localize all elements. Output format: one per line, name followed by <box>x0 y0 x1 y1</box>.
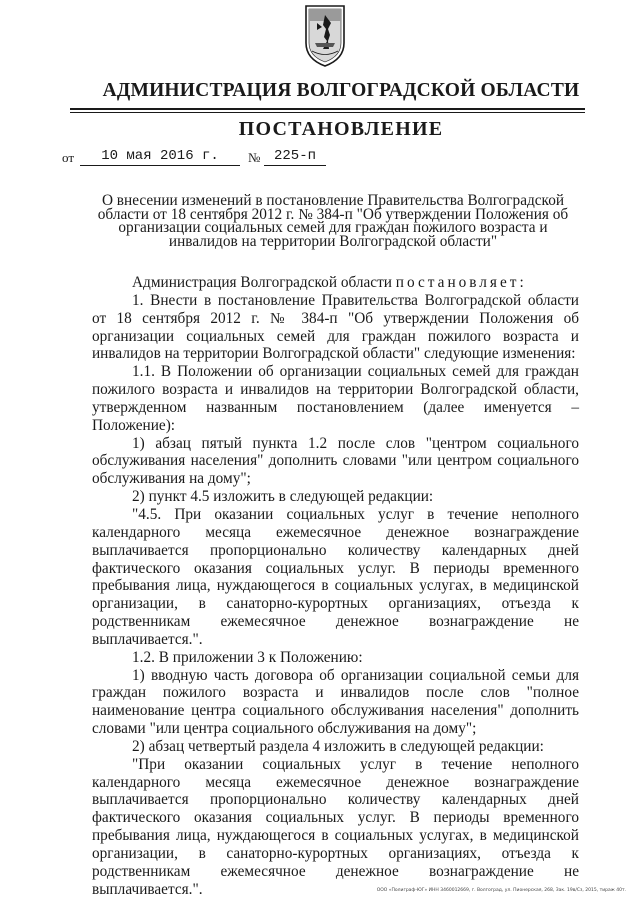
document-type-title: ПОСТАНОВЛЕНИЕ <box>238 118 444 140</box>
body-paragraph: "При оказании социальных услуг в течение неполного календарного месяца ежемесячное денежное вознаграждение выплачивается пропорционально количеству календарных дней фактического оказания социальных услуг. В периоды временного пребывания лица, нуждающегося в социальных услугах, в медицинской организации, в санаторно-курортных организациях, отъезда к родственникам ежемесячное денежное вознаграждение не выплачивается.". <box>92 755 579 898</box>
document-body <box>92 274 579 899</box>
date-from-label: от <box>62 150 75 165</box>
document-date: 10 мая 2016 г. <box>80 148 240 166</box>
document-subject: О внесении изменений в постановление Правительства Волгоградской области от 18 сентября 2012 г. № 384-п "Об утверждении Положения об организации социальных семей для граждан пожилого возраста и инвалидов на территории Волгоградской области" <box>97 192 569 250</box>
body-paragraph: 1.2. В приложении 3 к Положению: <box>132 648 363 666</box>
header-rule-thick <box>70 108 585 110</box>
body-paragraph: 1) вводную часть договора об организации социальной семьи для граждан пожилого возраста и инвалидов после слов "полное наименование центра социального обслуживания населения" дополнить словами "или центра социального обслуживания на дому"; <box>92 666 579 738</box>
body-paragraph: 2) пункт 4.5 изложить в следующей редакции: <box>132 488 434 506</box>
dateline <box>0 148 640 170</box>
header-rule-thin <box>70 112 585 113</box>
intro-resolves: постановляет: <box>395 274 527 291</box>
body-paragraph: 1. Внести в постановление Правительства Волгоградской области от 18 сентября 2012 г. № 384-п "Об утверждении Положения об организации социальных семей для граждан пожилого возраста и инвалидов на территории Волгоградской области" следующие изменения: <box>92 291 579 363</box>
body-paragraph: "4.5. При оказании социальных услуг в течение неполного календарного месяца ежемесячное денежное вознаграждение выплачивается пропорционально количеству календарных дней фактического оказания социальных услуг. В периоды временного пребывания лица, нуждающегося в социальных услугах, в медицинской организации, в санаторно-курортных организациях, отъезда к родственникам ежемесячное денежное вознаграждение не выплачивается.". <box>92 505 579 648</box>
intro-paragraph <box>92 274 579 292</box>
body-paragraph: 1) абзац пятый пункта 1.2 после слов "центром социального обслуживания населения" дополнить словами "или центром социального обслуживания на дому"; <box>92 434 579 488</box>
document-number-label: № <box>248 150 261 165</box>
printer-imprint: ООО «Полиграф-ЮГ» ИНН 3460012669, г. Волгоград, ул. Пионерская, 268, Зак. 19в/Сз, 2015, тираж 40т. <box>376 888 626 893</box>
volgograd-emblem-icon <box>303 3 347 69</box>
intro-prefix: Администрация Волгоградской области <box>132 274 396 291</box>
body-paragraph: 1.1. В Положении об организации социальных семей для граждан пожилого возраста и инвалидов на территории Волгоградской области, утвержденном названным постановлением (далее именуется – Положение): <box>92 363 579 434</box>
document-number: 225-п <box>264 148 326 166</box>
organization-title: АДМИНИСТРАЦИЯ ВОЛГОГРАДСКОЙ ОБЛАСТИ <box>102 80 580 101</box>
body-paragraph: 2) абзац четвертый раздела 4 изложить в следующей редакции: <box>132 737 544 755</box>
